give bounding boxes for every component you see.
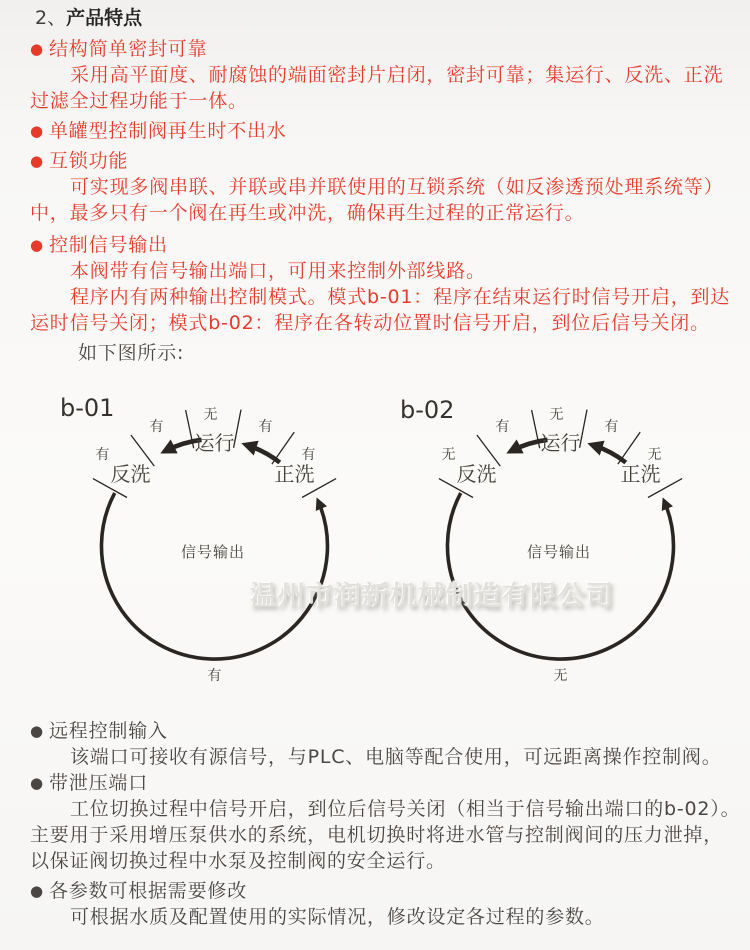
section-title xyxy=(35,7,142,29)
tick-mark xyxy=(580,410,587,448)
state-far-left: 有 xyxy=(95,447,110,463)
section-title-text: 产品特点 xyxy=(66,7,143,29)
tick-mark xyxy=(234,410,241,448)
bullet-icon: ● xyxy=(30,774,44,792)
note-text-line: 可根据水质及配置使用的实际情况，修改设定各过程的参数。 xyxy=(70,906,605,928)
feature-heading-text: 单罐型控制阀再生时不出水 xyxy=(49,120,287,142)
feature-heading xyxy=(30,232,746,258)
notes-list xyxy=(30,714,746,930)
note-text-line: 主要用于采用增压泵供水的系统，电机切换时将进水管与控制阀间的压力泄掉， xyxy=(30,824,724,846)
bullet-icon: ● xyxy=(30,236,44,254)
company-watermark: 温州市润新机械制造有限公司 xyxy=(250,581,614,612)
tick-mark xyxy=(618,432,640,464)
station-label-backwash: 反洗 xyxy=(456,462,497,486)
figure-caption: 如下图所示: xyxy=(78,342,185,364)
bullet-icon: ● xyxy=(30,122,44,140)
feature-text-line: 过滤全过程功能于一体。 xyxy=(30,90,248,112)
feature-text-line: 中，最多只有一个阀在再生或冲洗，确保再生过程的正常运行。 xyxy=(30,202,585,224)
state-far-right: 有 xyxy=(301,447,316,463)
feature-text-line: 可实现多阀串联、并联或串并联使用的互锁系统（如反渗透预处理系统等） xyxy=(70,176,724,198)
bullet-icon: ● xyxy=(30,882,44,900)
feature-heading xyxy=(30,118,746,144)
mode-label: b-01 xyxy=(60,394,115,422)
state-top: 无 xyxy=(549,407,564,423)
note-text-line: 该端口可接收有源信号，与PLC、电脑等配合使用，可远距离操作控制阀。 xyxy=(70,746,722,768)
state-far-right: 无 xyxy=(647,447,662,463)
feature-text-line: 本阀带有信号输出端口，可用来控制外部线路。 xyxy=(70,260,486,282)
feature-text-line: 程序内有两种输出控制模式。模式b-01：程序在结束运行时信号开启，到达 xyxy=(70,286,731,308)
feature-heading-text: 结构简单密封可靠 xyxy=(49,38,208,60)
note-heading-text: 带泄压端口 xyxy=(49,772,149,794)
note-heading-text: 远程控制输入 xyxy=(49,720,168,742)
feature-heading xyxy=(30,36,746,62)
feature-heading-text: 互锁功能 xyxy=(49,150,129,172)
note-heading-text: 各参数可根据需要修改 xyxy=(49,880,248,902)
bullet-icon: ● xyxy=(30,722,44,740)
state-right-upper: 有 xyxy=(258,419,273,435)
state-left-upper: 有 xyxy=(495,419,510,435)
feature-heading-text: 控制信号输出 xyxy=(49,234,168,256)
station-label-rinse: 正洗 xyxy=(274,462,315,486)
state-right-upper: 有 xyxy=(604,419,619,435)
signal-output-label: 信号输出 xyxy=(180,543,246,561)
state-left-upper: 有 xyxy=(149,419,164,435)
station-label-rinse: 正洗 xyxy=(620,462,661,486)
section-number: 2、 xyxy=(35,7,67,29)
note-heading xyxy=(30,878,746,904)
note-text-line: 以保证阀切换过程中水泵及控制阀的安全运行。 xyxy=(30,850,446,872)
state-bottom: 有 xyxy=(207,668,222,684)
state-far-left: 无 xyxy=(441,447,456,463)
tick-mark xyxy=(272,432,294,464)
state-top: 无 xyxy=(203,407,218,423)
features-list xyxy=(30,32,746,366)
feature-text-line: 运时信号关闭；模式b-02：程序在各转动位置时信号开启，到位后信号关闭。 xyxy=(30,312,710,334)
bullet-icon: ● xyxy=(30,40,44,58)
station-label-run: 运行 xyxy=(540,431,581,455)
signal-cycle-diagram-b01 xyxy=(42,385,374,697)
state-bottom: 无 xyxy=(553,668,568,684)
note-heading xyxy=(30,718,746,744)
bullet-icon: ● xyxy=(30,152,44,170)
feature-text-line: 采用高平面度、耐腐蚀的端面密封片启闭，密封可靠；集运行、反洗、正洗 xyxy=(70,64,724,86)
station-label-run: 运行 xyxy=(194,431,235,455)
signal-output-label: 信号输出 xyxy=(526,543,592,561)
feature-heading xyxy=(30,148,746,174)
note-text-line: 工位切换过程中信号开启，到位后信号关闭（相当于信号输出端口的b-02）。 xyxy=(70,798,741,820)
station-label-backwash: 反洗 xyxy=(110,462,151,486)
note-heading xyxy=(30,770,746,796)
signal-cycle-diagram-b02 xyxy=(388,385,720,697)
mode-label: b-02 xyxy=(400,396,455,424)
